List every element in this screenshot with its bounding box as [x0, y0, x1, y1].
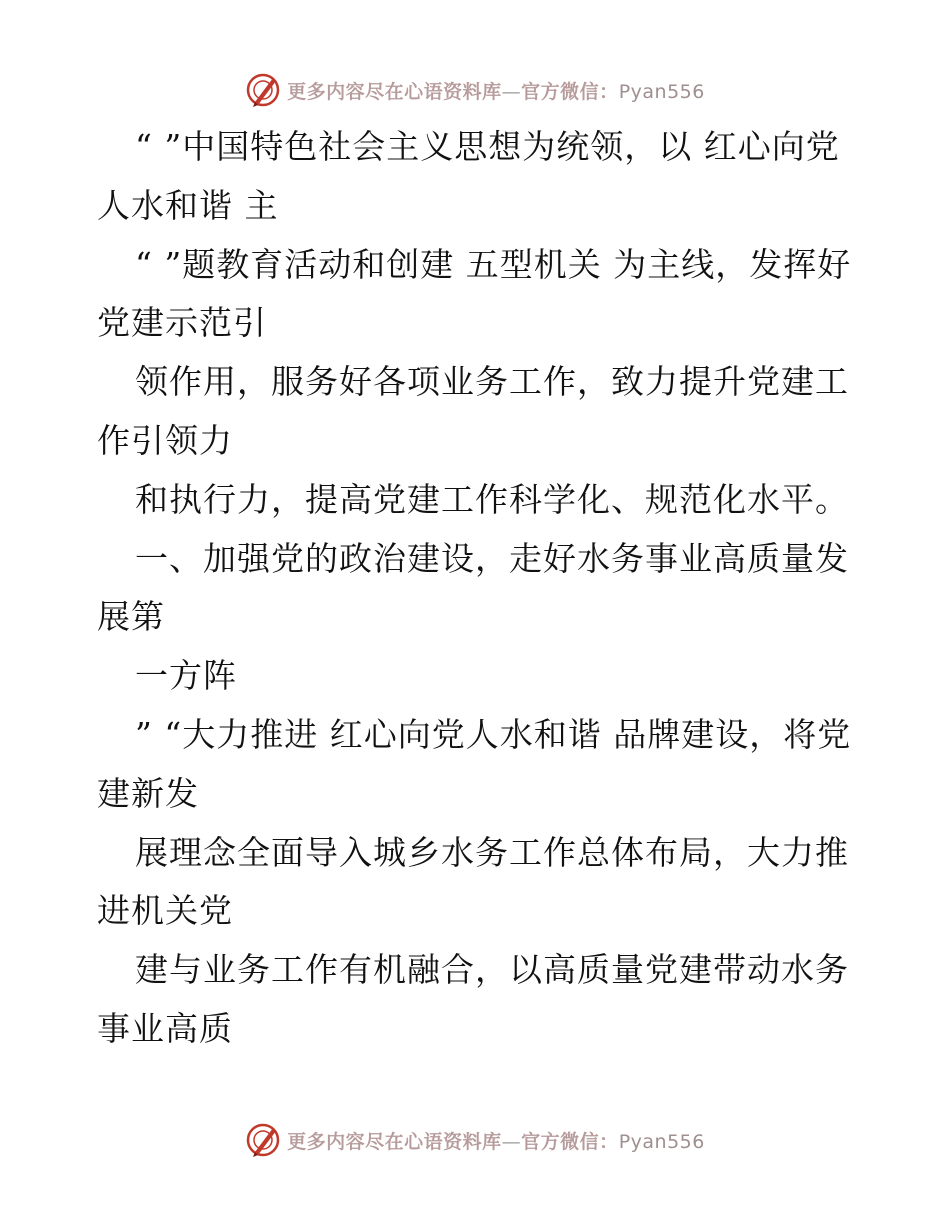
- paragraph-2: “ ”题教育活动和创建 五型机关 为主线，发挥好党建示范引: [97, 244, 852, 343]
- pen-seal-logo-icon: [245, 1122, 281, 1158]
- watermark-text: [287, 1127, 705, 1154]
- pen-seal-logo-icon: [245, 72, 281, 108]
- footer-watermark-banner: [0, 1120, 950, 1160]
- header-watermark-banner: [0, 70, 950, 110]
- paragraph-3: 领作用，服务好各项业务工作，致力提升党建工作引领力: [97, 362, 849, 460]
- watermark-contact-id: Pyan556: [618, 80, 705, 103]
- paragraph-5-heading: 一、加强党的政治建设，走好水务事业高质量发展第: [97, 538, 849, 637]
- watermark-contact-label: 官方微信：: [521, 80, 619, 103]
- paragraph-6-heading-cont: 一方阵: [135, 656, 237, 696]
- paragraph-4: 和执行力，提高党建工作科学化、规范化水平。: [135, 479, 849, 519]
- watermark-site-name: 更多内容尽在心语资料库: [287, 80, 502, 103]
- document-body: [97, 118, 857, 1059]
- watermark-contact-label: 官方微信：: [521, 1130, 619, 1153]
- paragraph-7: ” “大力推进 红心向党人水和谐 品牌建设，将党建新发: [97, 714, 852, 813]
- watermark-separator: —: [501, 1130, 522, 1153]
- paragraph-8: 展理念全面导入城乡水务工作总体布局，大力推进机关党: [97, 832, 849, 931]
- watermark-separator: —: [501, 80, 522, 103]
- paragraph-1: “ ”中国特色社会主义思想为统领，以 红心向党人水和谐 主: [97, 127, 840, 225]
- watermark-text: [287, 77, 705, 104]
- watermark-site-name: 更多内容尽在心语资料库: [287, 1130, 502, 1153]
- watermark-contact-id: Pyan556: [618, 1130, 705, 1153]
- paragraph-9: 建与业务工作有机融合，以高质量党建带动水务事业高质: [97, 950, 849, 1048]
